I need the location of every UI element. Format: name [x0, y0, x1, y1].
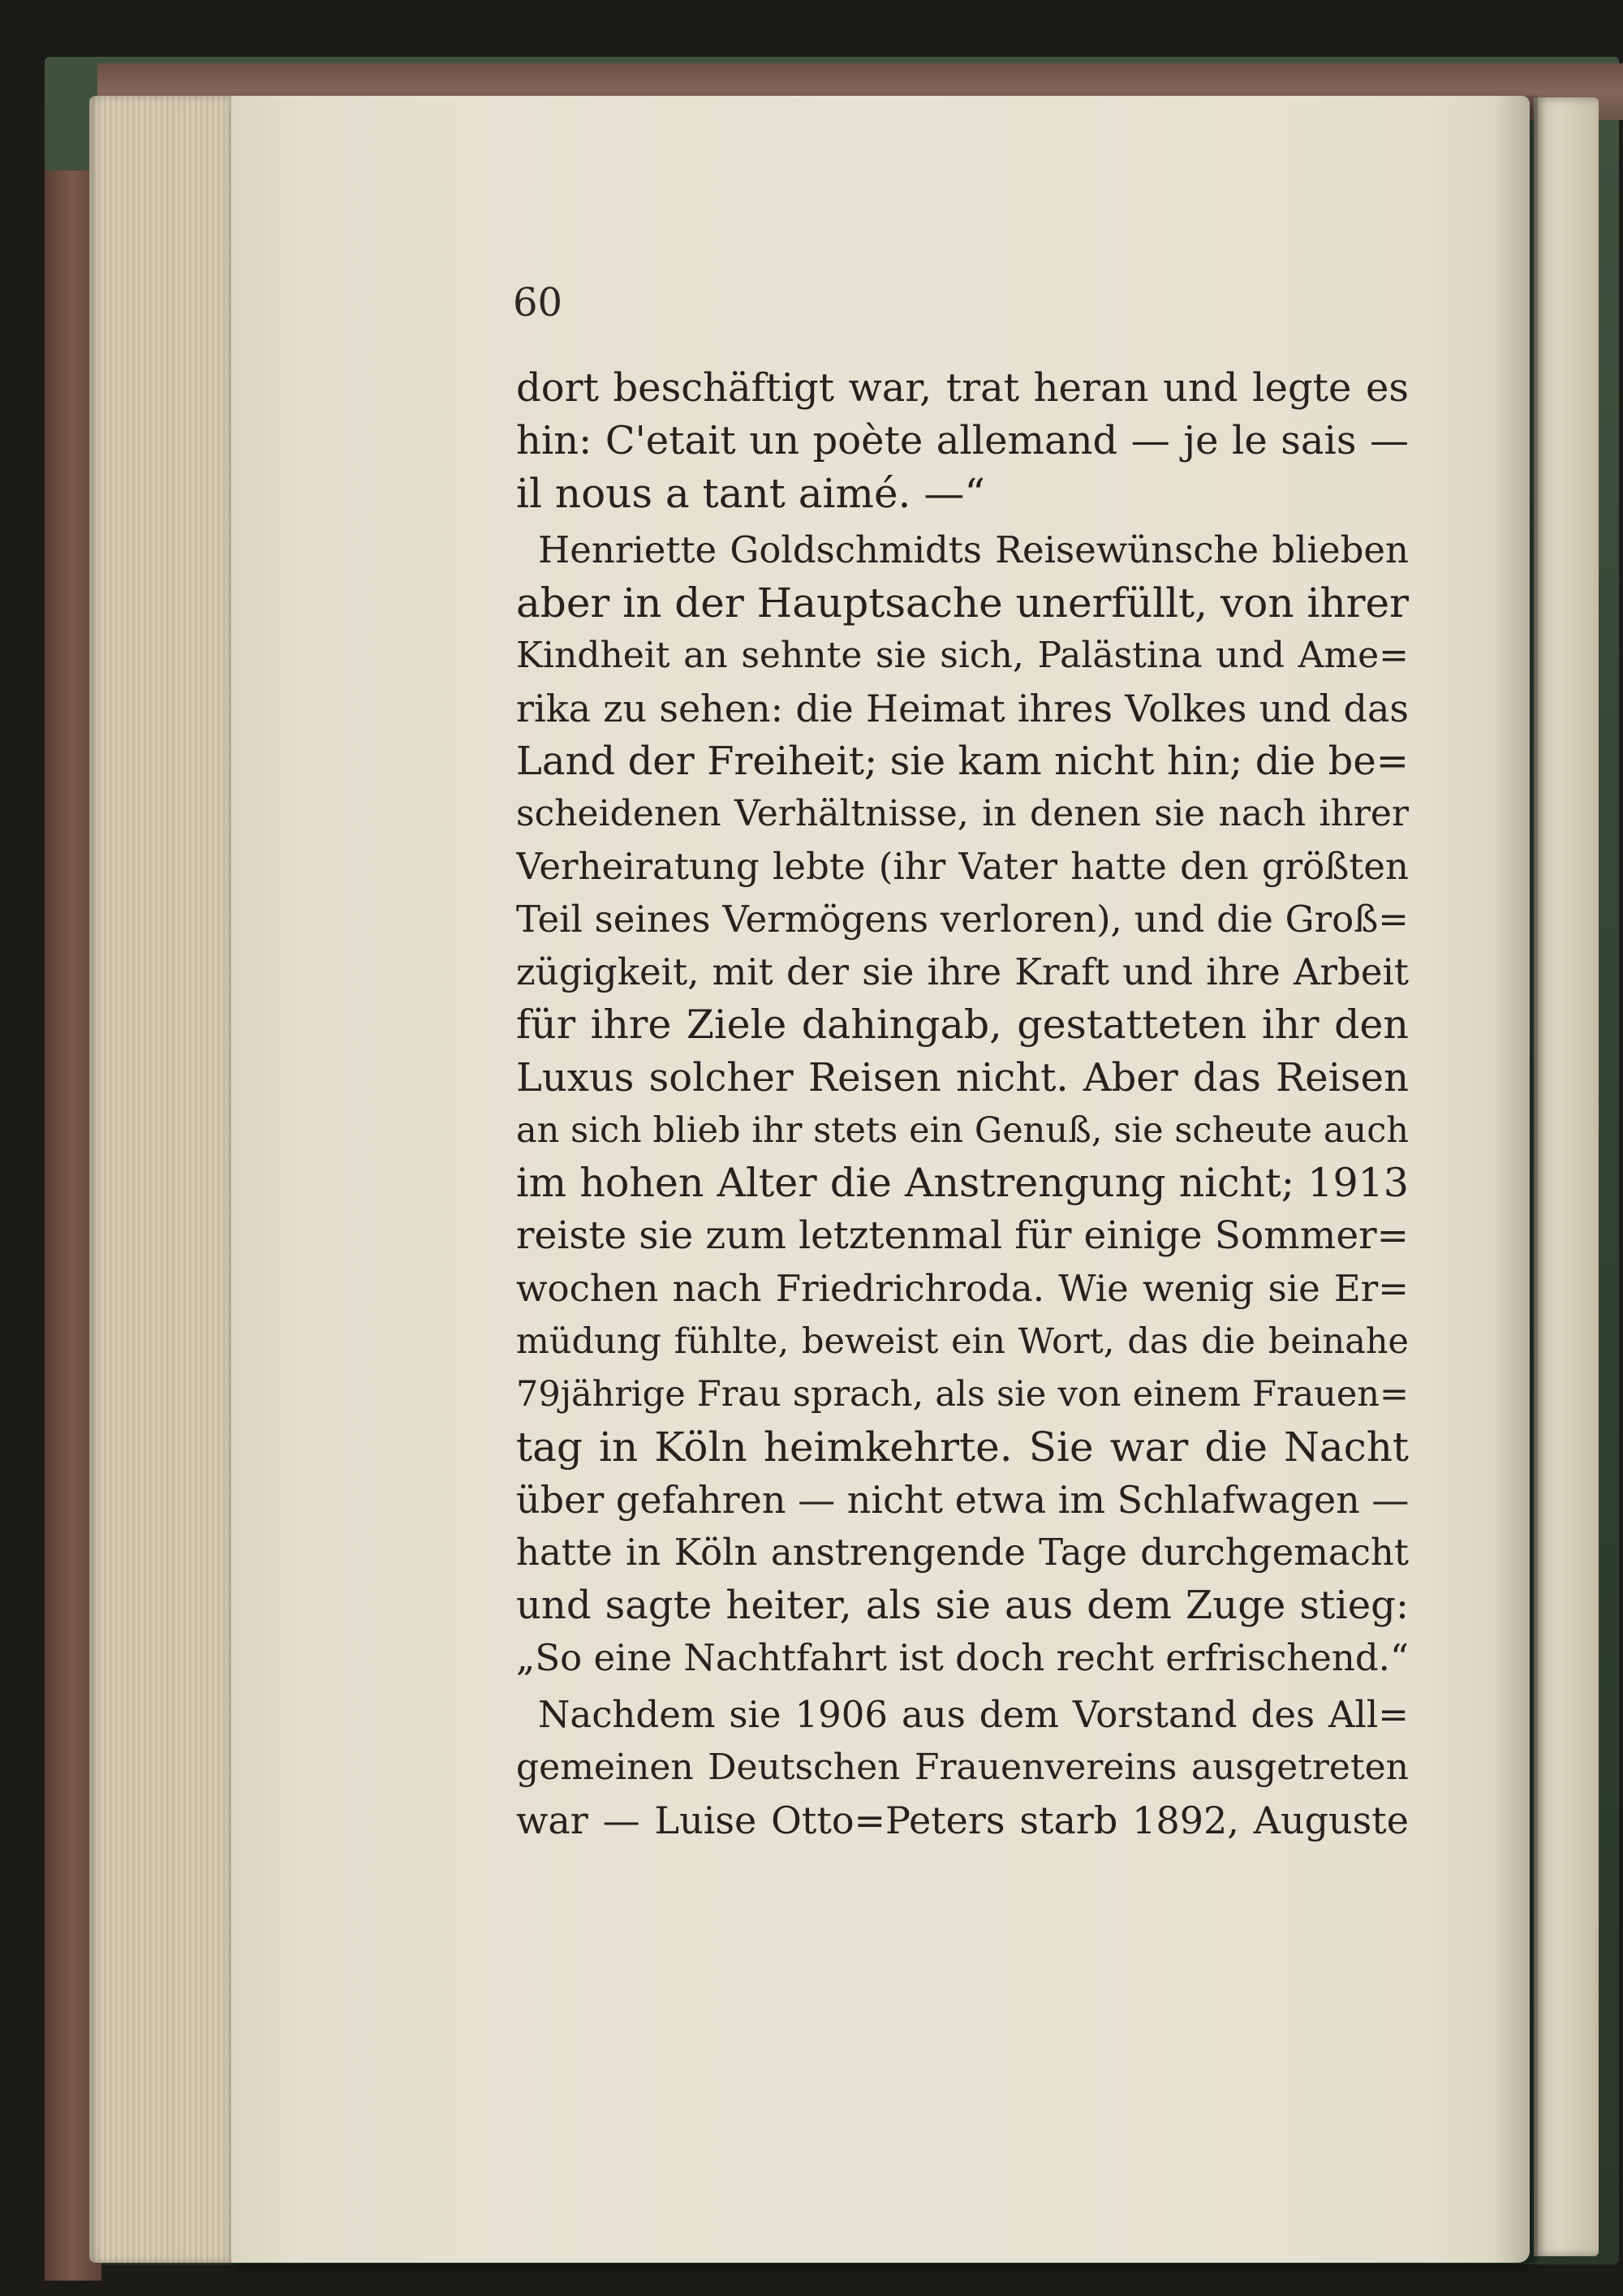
text-line: im hohen Alter die Anstrengung nicht; 1913 [516, 1160, 1409, 1206]
text-line: wochen nach Friedrichroda. Wie wenig sie Er= [516, 1267, 1409, 1310]
page-number: 60 [513, 280, 563, 325]
text-line: hatte in Köln anstrengende Tage durchgemacht [516, 1531, 1409, 1574]
facing-page [1534, 97, 1599, 2256]
text-line: für ihre Ziele dahingab, gestatteten ihr den [516, 1002, 1409, 1048]
text-line: reiste sie zum letztenmal für einige Sommer= [516, 1213, 1409, 1258]
text-line: war — Luise Otto=Peters starb 1892, Auguste [516, 1798, 1409, 1842]
text-line: aber in der Hauptsache unerfüllt, von ihrer [516, 579, 1409, 627]
text-line: gemeinen Deutschen Frauenvereins ausgetreten [516, 1747, 1409, 1788]
text-line: Land der Freiheit; sie kam nicht hin; die be= [516, 739, 1409, 784]
text-line: Luxus solcher Reisen nicht. Aber das Reisen [516, 1055, 1409, 1101]
text-line: müdung fühlte, beweist ein Wort, das die beinahe [516, 1321, 1409, 1362]
text-line: tag in Köln heimkehrte. Sie war die Nacht [516, 1424, 1409, 1471]
gutter-shadow [1493, 96, 1538, 2263]
page-block-edges [89, 96, 235, 2263]
text-line: Teil seines Vermögens verloren), und die Groß= [516, 898, 1409, 941]
text-line: Nachdem sie 1906 aus dem Vorstand des All= [538, 1693, 1409, 1736]
text-line: 79jährige Frau sprach, als sie von einem Frauen= [516, 1374, 1409, 1415]
text-line: hin: C'etait un poète allemand — je le sais — [516, 418, 1409, 463]
text-line: il nous a tant aimé. —“ [516, 470, 985, 517]
text-line: Kindheit an sehnte sie sich, Palästina und Ame= [516, 635, 1409, 676]
text-line: Verheiratung lebte (ihr Vater hatte den größten [516, 845, 1409, 888]
text-line: an sich blieb ihr stets ein Genuß, sie scheute auch [516, 1110, 1409, 1151]
text-line: Henriette Goldschmidts Reisewünsche blieben [538, 528, 1409, 571]
text-line: dort beschäftigt war, trat heran und legte es [516, 365, 1409, 411]
text-line: zügigkeit, mit der sie ihre Kraft und ihre Arbeit [516, 950, 1409, 993]
text-line: scheidenen Verhältnisse, in denen sie nach ihrer [516, 793, 1409, 834]
text-line: rika zu sehen: die Heimat ihres Volkes und das [516, 687, 1409, 730]
text-line: und sagte heiter, als sie aus dem Zuge stieg: [516, 1583, 1409, 1628]
text-line: über gefahren — nicht etwa im Schlafwagen — [516, 1478, 1409, 1522]
text-line: „So eine Nachtfahrt ist doch recht erfrischend.“ [516, 1636, 1409, 1679]
